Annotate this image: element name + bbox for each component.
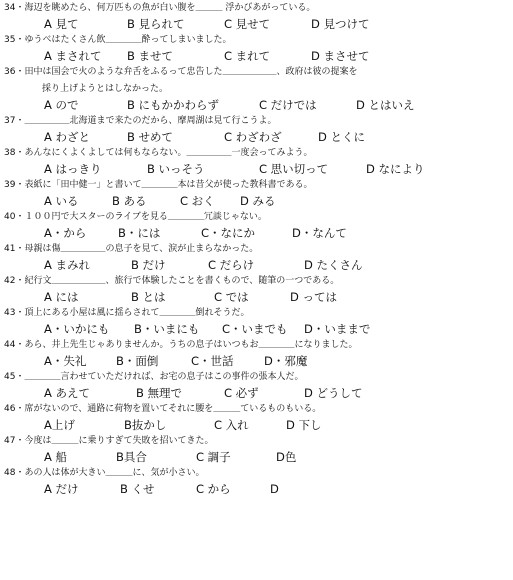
option-d[interactable]: D [270,482,279,496]
answer-options [0,482,513,497]
question-36 [0,64,513,113]
answer-options [0,386,513,401]
question-stem: 45・＿＿＿＿言わせていただければ、お宅の息子はこの事件の張本人だ。 [4,372,304,382]
option-b[interactable]: B にもかかわらず [127,98,220,112]
question-stem: 43・頂上にある小屋は風に揺らされて＿＿＿＿倒れそうだ。 [4,308,250,318]
option-b[interactable]: B 無理で [136,386,183,400]
question-stem: 35・ゆうべはたくさん飲＿＿＿＿酔ってしまいました。 [4,35,232,45]
option-a[interactable]: A 船 [44,450,68,464]
option-a[interactable]: A・失礼 [44,354,87,368]
option-c[interactable]: C・いまでも [222,322,288,336]
option-b[interactable]: B だけ [131,258,166,272]
option-a[interactable]: A・から [44,226,87,240]
option-c[interactable]: C 必ず [224,386,259,400]
option-c[interactable]: C から [196,482,231,496]
option-d[interactable]: D とくに [318,130,366,144]
option-c[interactable]: C おく [180,194,215,208]
option-a[interactable]: A には [44,290,79,304]
option-b[interactable]: B・面倒 [116,354,159,368]
answer-options [0,290,513,305]
answer-options [0,98,513,113]
answer-options [0,450,513,465]
option-b[interactable]: B 見られて [127,17,185,31]
option-b[interactable]: B・には [118,226,161,240]
question-stem: 37・＿＿＿＿＿北海道まで来たのだから、摩周湖は見て行こうよ。 [4,116,277,126]
option-b[interactable]: B ませて [127,49,174,63]
answer-options [0,49,513,64]
option-d[interactable]: D みる [240,194,276,208]
option-a[interactable]: A ので [44,98,79,112]
option-a[interactable]: A だけ [44,482,79,496]
option-a[interactable]: A上げ [44,418,75,432]
question-39 [0,177,513,209]
question-42 [0,273,513,305]
question-47 [0,433,513,465]
question-35 [0,32,513,64]
option-c[interactable]: C 見せて [224,17,271,31]
question-stem: 46・席がないので、通路に荷物を置いてそれに腰を＿＿＿ているものもいる。 [4,404,322,414]
question-37 [0,113,513,145]
option-c[interactable]: C まれて [224,49,271,63]
question-38 [0,145,513,177]
answer-options [0,17,513,32]
answer-options [0,418,513,433]
question-48 [0,465,513,497]
question-45 [0,369,513,401]
question-stem: 34・海辺を眺めたら、何万匹もの魚が白い腹を＿＿＿ 浮かびあがっている。 [4,3,316,13]
question-stem-continued: 採り上げようとはしなかった。 [42,84,169,94]
option-b[interactable]: B具合 [116,450,147,464]
option-d[interactable]: D どうして [304,386,363,400]
question-stem: 41・母親は傷＿＿＿＿＿の息子を見て、涙が止まらなかった。 [4,244,259,254]
option-d[interactable]: D色 [276,450,297,464]
question-stem: 38・あんなにくよくよしては何もならない。＿＿＿＿＿一度会ってみよう。 [4,148,313,158]
answer-options [0,354,513,369]
question-stem: 44・あら、井上先生じゃありませんか。うちの息子はいつもお＿＿＿＿になりました。 [4,340,358,350]
option-a[interactable]: A まみれ [44,258,91,272]
answer-options [0,226,513,241]
answer-options [0,194,513,209]
option-d[interactable]: D 見つけて [311,17,370,31]
option-d[interactable]: D とはいえ [356,98,415,112]
option-d[interactable]: D たくさん [304,258,363,272]
option-b[interactable]: B抜かし [124,418,167,432]
option-b[interactable]: B・いまにも [134,322,200,336]
question-stem: 48・あの人は体が大きい＿＿＿に、気が小さい。 [4,468,205,478]
option-d[interactable]: D 下し [286,418,322,432]
option-a[interactable]: A あえて [44,386,91,400]
option-d[interactable]: D まさせて [311,49,370,63]
option-c[interactable]: C 思い切って [259,162,329,176]
option-c[interactable]: C だらけ [208,258,255,272]
option-c[interactable]: C 入れ [214,418,249,432]
option-b[interactable]: B いっそう [147,162,205,176]
answer-options [0,322,513,337]
option-b[interactable]: B せめて [127,130,174,144]
option-b[interactable]: B くせ [120,482,155,496]
option-c[interactable]: C・なにか [201,226,256,240]
option-d[interactable]: D・邪魔 [264,354,308,368]
option-b[interactable]: B ある [112,194,147,208]
question-41 [0,241,513,273]
question-stem: 39・表紙に「田中健一」と書いて＿＿＿＿本は昔父が使った教科書である。 [4,180,313,190]
option-a[interactable]: A・いかにも [44,322,110,336]
option-a[interactable]: A まされて [44,49,102,63]
question-34 [0,0,513,32]
option-d[interactable]: D なにより [366,162,425,176]
option-b[interactable]: B とは [131,290,166,304]
question-44 [0,337,513,369]
option-a[interactable]: A 見て [44,17,79,31]
option-a[interactable]: A わざと [44,130,91,144]
question-stem: 42・紀行文＿＿＿＿＿＿、旅行で体験したことを書くもので、随筆の一つである。 [4,276,340,286]
question-40 [0,209,513,241]
option-d[interactable]: D っては [290,290,338,304]
option-a[interactable]: A はっきり [44,162,102,176]
question-stem: 36・田中は国会で火のような弁舌をふるって忠告した＿＿＿＿＿＿、政府は彼の提案を [4,67,358,77]
option-d[interactable]: D・なんて [292,226,347,240]
question-43 [0,305,513,337]
option-c[interactable]: C・世話 [191,354,234,368]
option-a[interactable]: A いる [44,194,79,208]
answer-options [0,130,513,145]
answer-options [0,258,513,273]
question-stem: 40・１００円で大スターのライブを見る＿＿＿＿冗談じゃない。 [4,212,267,222]
option-c[interactable]: C では [214,290,249,304]
question-stem: 47・今度は＿＿＿に乗りすぎて失敗を招いてきた。 [4,436,214,446]
option-c[interactable]: C だけでは [259,98,317,112]
option-d[interactable]: D・いままで [304,322,371,336]
answer-options [0,162,513,177]
option-c[interactable]: C わざわざ [224,130,282,144]
option-c[interactable]: C 調子 [196,450,231,464]
question-46 [0,401,513,433]
